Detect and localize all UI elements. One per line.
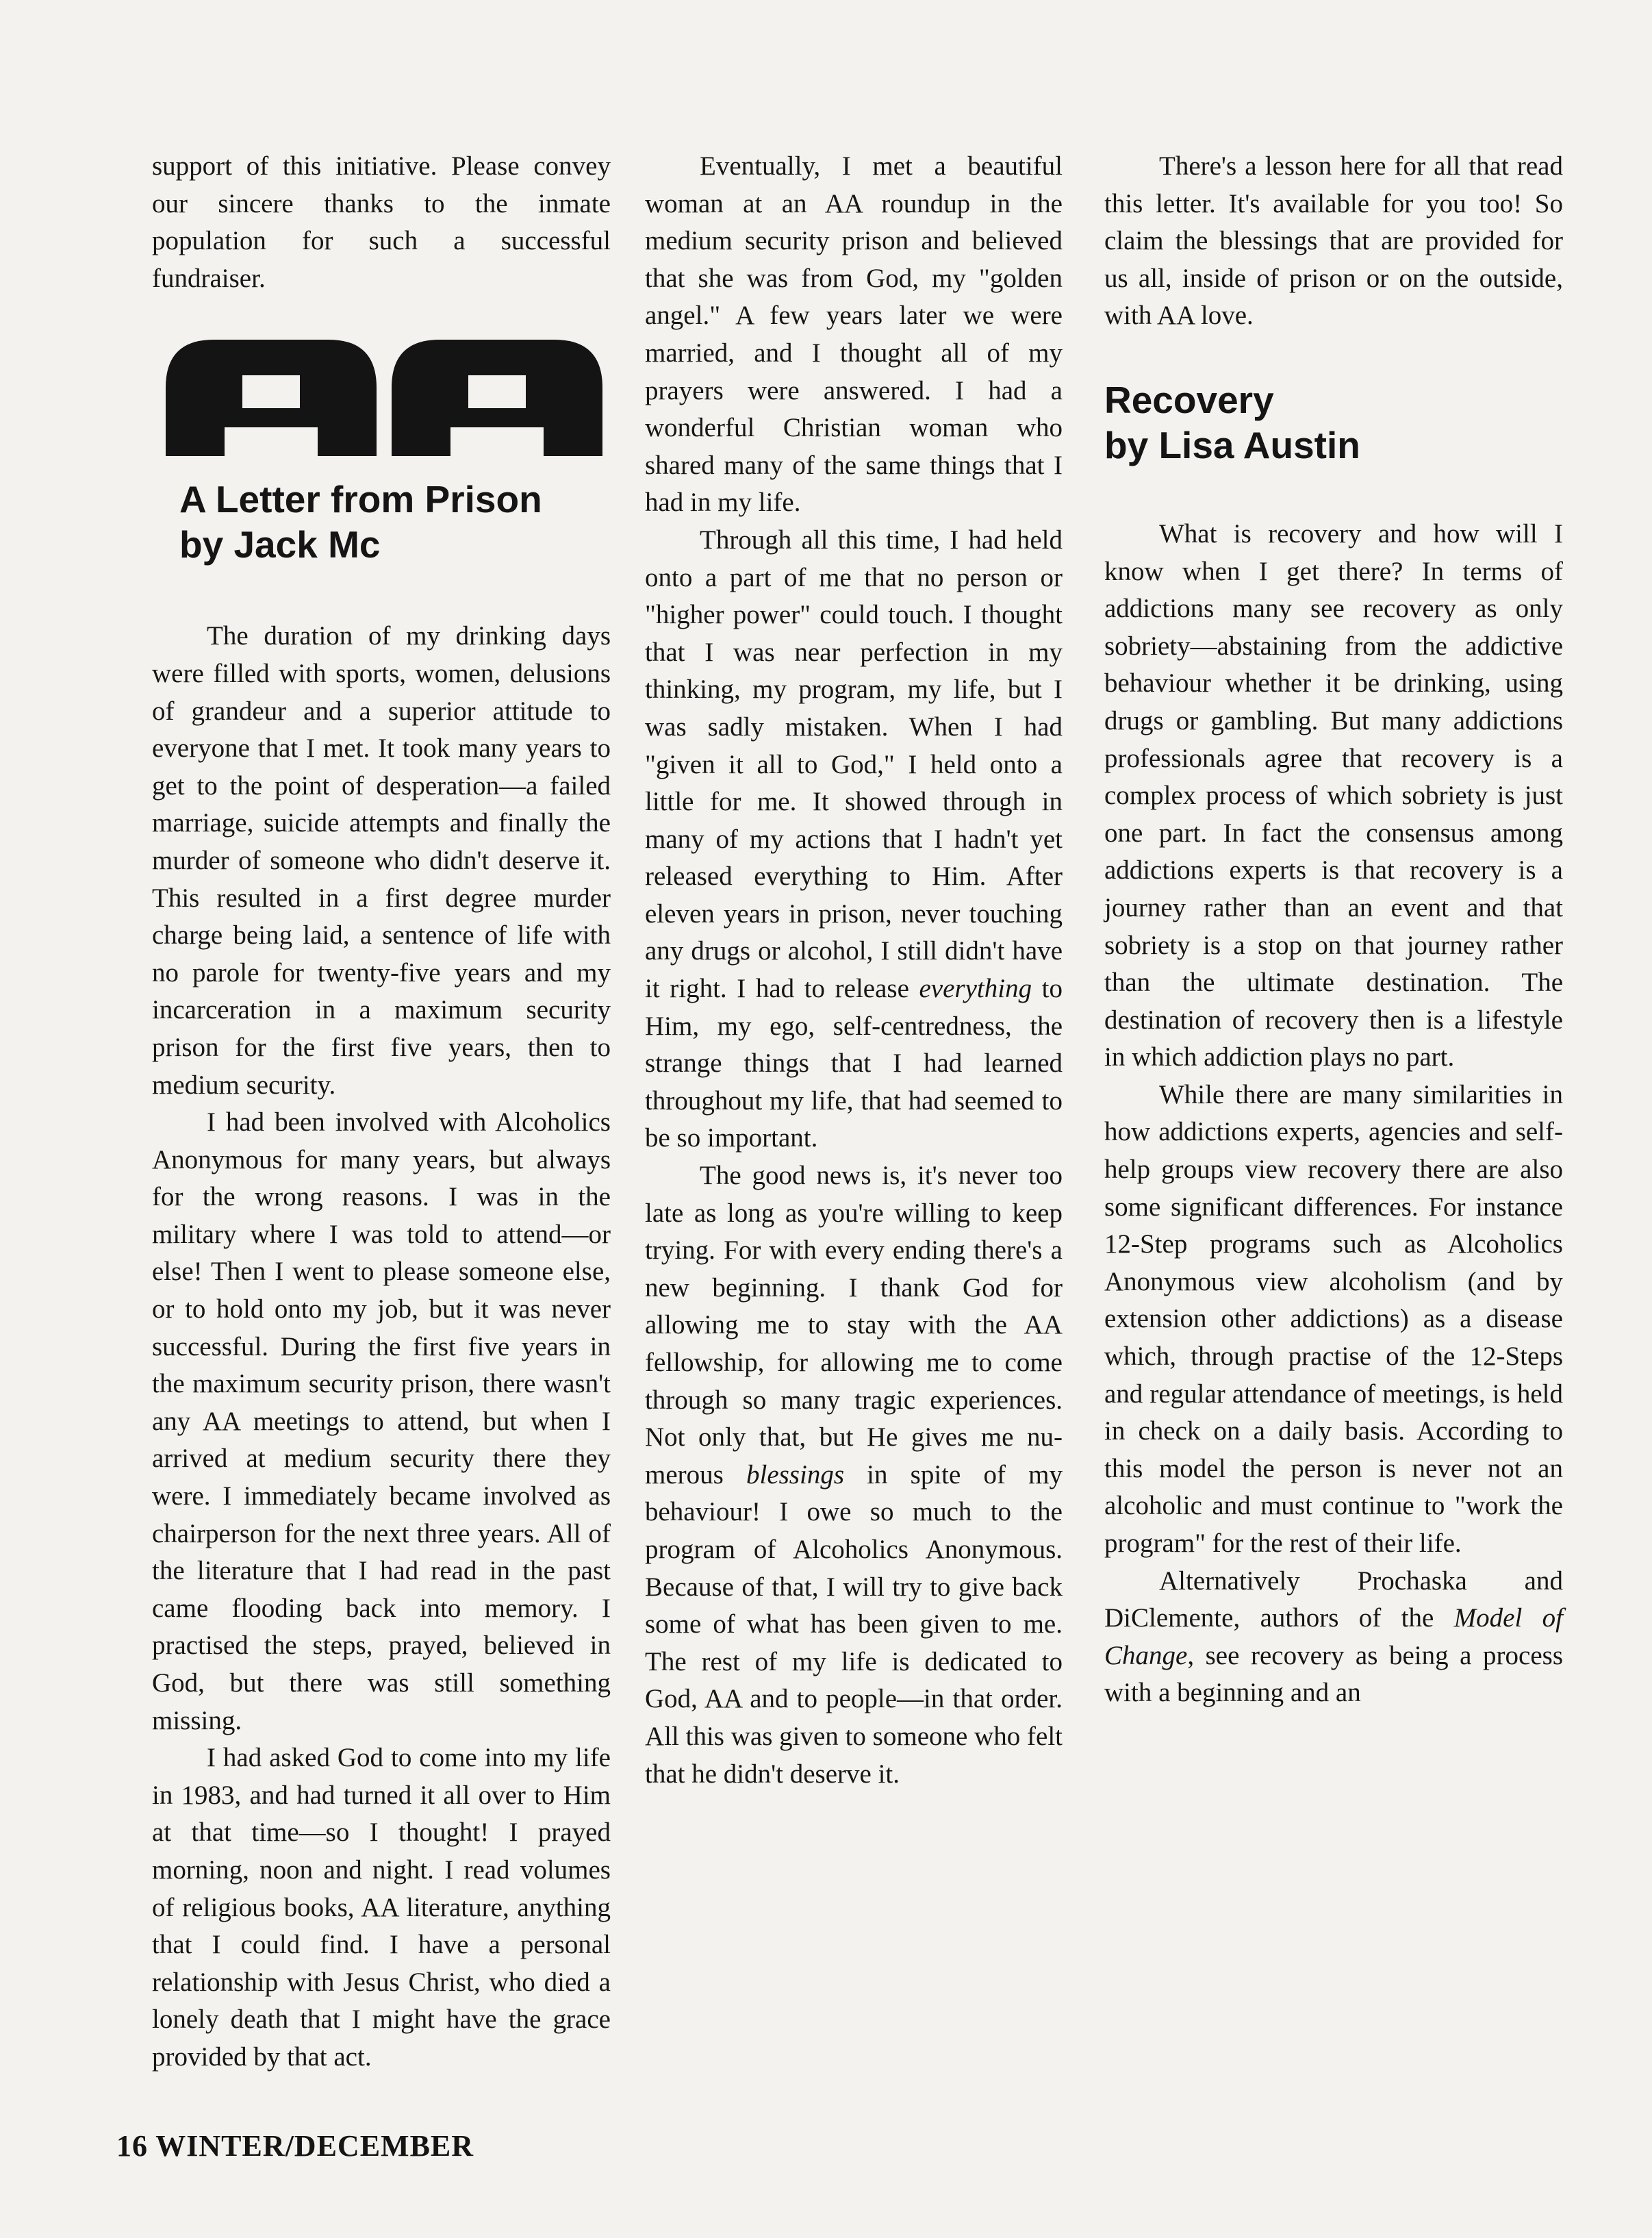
intro-paragraph: support of this initiative. Please convey our sincere thanks to the inmate population for such a successful fundraiser. <box>152 151 611 293</box>
article-title <box>179 477 611 567</box>
paragraph <box>1104 1563 1563 1712</box>
paragraph-text: The good news is, it's never too late as long as you're willing to keep trying. For with every ending there's a new beginning. I thank God for allowing me to stay with the AA fellowship, for allowing me to come through so many tragic experiences. Not only that, but He gives me numerous <box>645 1161 1063 1489</box>
paragraph: There's a lesson here for all that read this letter. It's available for you too! So claim the blessings that are provided for us all, inside of prison or on the outside, with AA love. <box>1104 151 1563 331</box>
paragraph-text: Alternatively Prochaska and DiClemente, authors of the <box>1104 1566 1563 1633</box>
paragraph-text: in spite of my behaviour! I owe so much to the program of Alcoholics Anonymous. Because of that, I will try to give back some of what has been given to me. The rest of my life is dedicated to God, AA and to people—in that order. All this was given to someone who felt that he didn't deserve it. <box>645 1459 1063 1789</box>
paragraph: What is recovery and how will I know when I get there? In terms of addictions many see recovery as only sobriety—abstaining from the addictive behaviour whether it be drinking, using drugs or gambling. But many addictions professionals agree that recovery is a complex process of which sobriety is just one part. In fact the consensus among addictions experts is that recovery is a journey rather than an event and that sobriety is a stop on that journey rather than the ultimate destination. The destination of recovery then is a lifestyle in which addiction plays no part. <box>1104 518 1563 1072</box>
paragraph-text: to Him, my ego, self-centredness, the strange things that I had learned throughout my life, that had seemed to be so important. <box>645 974 1063 1153</box>
column-1 <box>152 148 611 2076</box>
article-title-line1: Recovery <box>1104 378 1274 421</box>
column-3 <box>1104 148 1563 1712</box>
article-title-line1: A Letter from Prison <box>179 478 542 521</box>
column-2 <box>645 148 1063 1793</box>
paragraph-text: Through all this time, I had held onto a part of me that no person or "higher power" could touch. I thought that I was near perfection in my thinking, my program, my life, but I was sadly mistaken. When I had "given it all to God," I held onto a little for me. It showed through in many of my actions that I hadn't yet released everything to Him. After eleven years in prison, never touching any drugs or alcohol, I still didn't have it right. I had to release <box>645 525 1063 1004</box>
aa-logo <box>166 340 602 456</box>
emphasis: blessings <box>746 1459 844 1489</box>
emphasis: everything <box>919 974 1032 1004</box>
page-footer: 16 WINTER/DECEMBER <box>116 2129 474 2163</box>
paragraph <box>645 1157 1063 1793</box>
paragraph: The duration of my drinking days were filled with sports, women, delusions of grandeur and a superior attitude to everyone that I met. It took many years to get to the point of desperation—a failed marriage, suicide attempts and finally the murder of someone who didn't deserve it. This resulted in a first degree murder charge being laid, a sentence of life with no parole for twenty-five years and my incarceration in a maximum security prison for the first five years, then to medium security. <box>152 621 611 1100</box>
paragraph <box>645 522 1063 1157</box>
article-title <box>1104 377 1563 468</box>
article-byline: by Lisa Austin <box>1104 423 1360 466</box>
emphasis: Model of Change <box>1104 1603 1563 1670</box>
paragraph: I had been involved with Alcoholics Anonymous for many years, but always for the wrong reasons. I was in the military where I was told to attend—or else! Then I went to please someone else, or to hold onto my job, but it was never successful. During the first five years in the maximum security prison, there wasn't any AA meetings to attend, but when I arrived at medium security there they were. I immediately became involved as chairperson for the next three years. All of the literature that I had read in the past came flooding back into memory. I practised the steps, prayed, believed in God, but there was still something missing. <box>152 1107 611 1735</box>
paragraph: I had asked God to come into my life in 1983, and had turned it all over to Him at that time—so I thought! I prayed morning, noon and night. I read volumes of religious books, AA literature, anything that I could find. I have a personal relationship with Jesus Christ, who died a lonely death that I might have the grace provided by that act. <box>152 1743 611 2072</box>
article-byline: by Jack Mc <box>179 523 381 566</box>
paragraph: While there are many similarities in how addictions experts, agencies and self-help groups view recovery there are also some significant differences. For instance 12-Step programs such as Alcoholics Anonymous view alcoholism (and by extension other addictions) as a disease which, through practise of the 12-Steps and regular attendance of meetings, is held in check on a daily basis. According to this model the person is never not an alcoholic and must continue to "work the program" for the rest of their life. <box>1104 1079 1563 1558</box>
paragraph-text: , see recovery as being a process with a beginning and an <box>1104 1640 1563 1708</box>
paragraph: Eventually, I met a beautiful woman at an AA roundup in the medium security prison and believed that she was from God, my "golden angel." A few years later we were married, and I thought all of my prayers were answered. I had a wonderful Christian woman who shared many of the same things that I had in my life. <box>645 151 1063 518</box>
